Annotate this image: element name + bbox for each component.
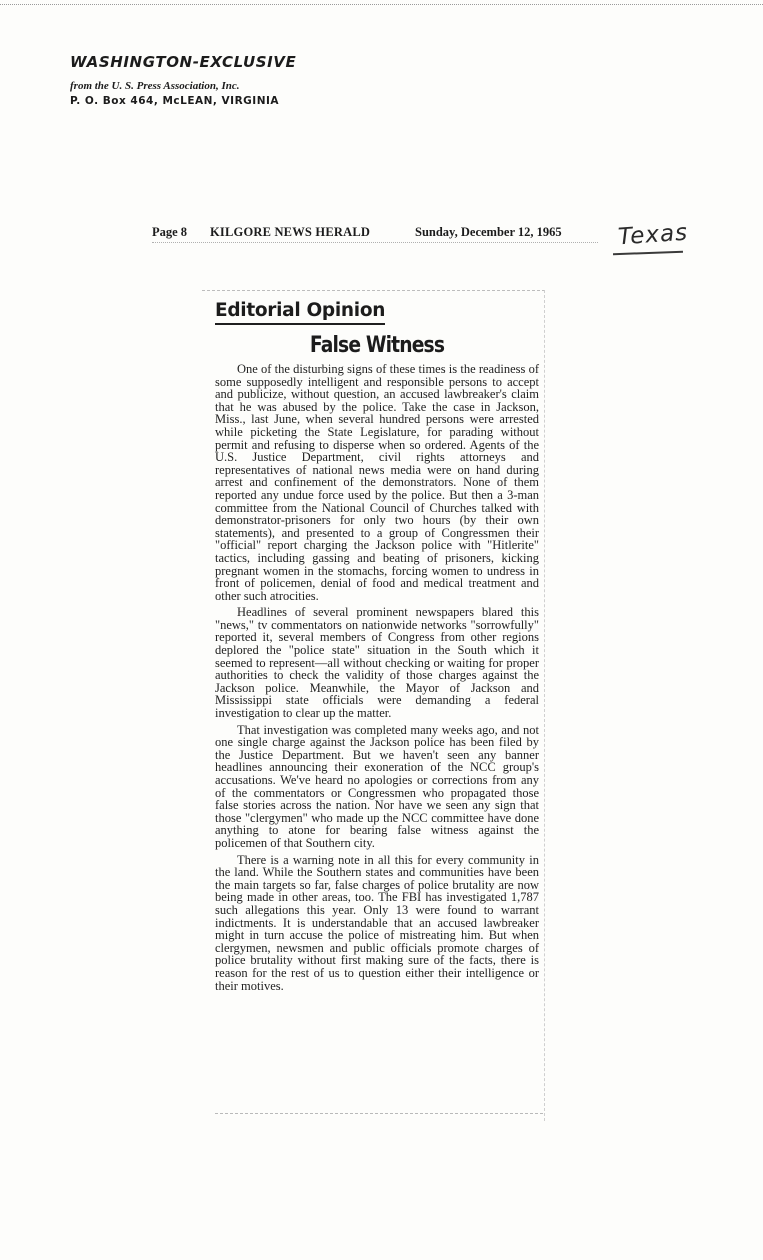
article-paragraph: Headlines of several prominent newspapers blared this "news," tv commentators on nationwide networks "sorrowfully" reported it, several members of Congress from other regions deplored the "police state" situation in the South which it seemed to represent—all without checking or waiting for proper authorities to check the validity of those charges against the Jackson police. Meanwhile, the Mayor of Jackson and Mississippi state officials were demanding a federal investigation to clear up the matter. bbox=[215, 605, 539, 721]
clipping-bottom-rule bbox=[215, 1113, 543, 1114]
letterhead-title: WASHINGTON-EXCLUSIVE bbox=[70, 53, 297, 71]
handwritten-note: Texas bbox=[617, 219, 689, 251]
masthead-page-number: Page 8 bbox=[152, 225, 188, 239]
section-label: Editorial Opinion bbox=[215, 300, 385, 325]
article-headline: False Witness bbox=[309, 333, 445, 358]
article-paragraph: That investigation was completed many weeks ago, and not one single charge against the Jackson police has been filed by the Justice Department. But we haven't seen any banner headlines announcing their exoneration of the NCC group's accusations. We've heard no apologies or corrections from any of the commentators or Congressmen who propagated those false stories across the nation. Nor have we seen any sign that those "clergymen" who made up the NCC committee have done anything to atone for bearing false witness against the policemen of that Southern city. bbox=[215, 722, 539, 850]
masthead-rule bbox=[152, 242, 598, 243]
article-body bbox=[215, 363, 539, 996]
page-top-border bbox=[0, 0, 763, 5]
handwritten-underline bbox=[613, 251, 683, 255]
masthead-newspaper-name: KILGORE NEWS HERALD bbox=[210, 225, 371, 239]
article-paragraph: One of the disturbing signs of these times is the readiness of some supposedly intelligent and responsible persons to accept and publicize, without question, an accused lawbreaker's claim that he was abused by the police. Take the case in Jackson, Miss., last June, when several hundred persons were arrested while picketing the State Legislature, for parading without permit and refusing to disperse when so ordered. Agents of the U.S. Justice Department, civil rights attorneys and representatives of national news media were on hand during arrest and confinement of the demonstrators. None of them reported any undue force used by the police. But then a 3-man committee from the National Council of Churches talked with demonstrator-prisoners for only two hours (by their own statements), and presented to a group of Congressmen their "official" report charging the Jackson police with "Hitlerite" tactics, including gassing and beating of prisoners, kicking pregnant women in the stomachs, forcing women to undress in front of policemen, denial of food and medical treatment and other such atrocities. bbox=[215, 362, 539, 603]
letterhead-association: from the U. S. Press Association, Inc. bbox=[70, 80, 240, 92]
letterhead-address: P. O. Box 464, McLEAN, VIRGINIA bbox=[70, 95, 280, 107]
masthead-date: Sunday, December 12, 1965 bbox=[415, 225, 562, 239]
article-paragraph: There is a warning note in all this for every community in the land. While the Southern states and communities have been the main targets so far, false charges of police brutality are now being made in other areas, too. The FBI has investigated 1,787 such allegations this year. Only 13 were found to warrant indictments. It is understandable that an accused lawbreaker might in turn accuse the police of mistreating him. But when clergymen, newsmen and public officials promote charges of police brutality without first making sure of the facts, there is reason for the rest of us to question either their intelligence or their motives. bbox=[215, 852, 539, 993]
letterhead bbox=[70, 53, 390, 109]
